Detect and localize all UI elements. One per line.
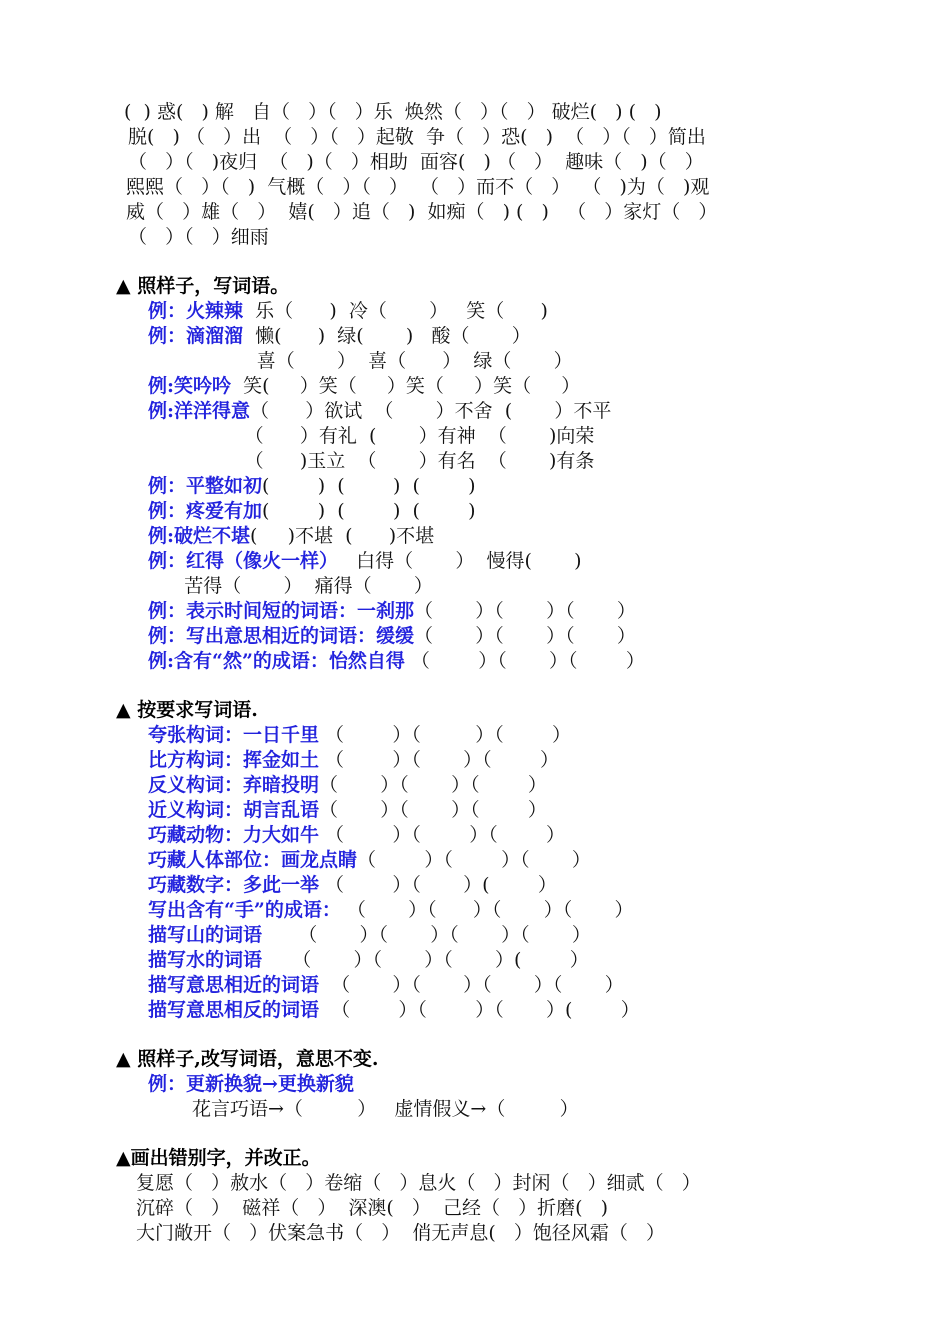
intro-line-4: 熙熙（ ）（ ) 气概（ ）（ ） （ ）而不（ ） （ )为（ )观 bbox=[126, 176, 710, 198]
requirement-label: 描写意思相反的词语 bbox=[148, 999, 320, 1021]
section1-row bbox=[148, 449, 594, 473]
section2-row bbox=[148, 898, 633, 922]
blank-group: （ ）（ ）( ） bbox=[319, 874, 557, 896]
intro-line-2: 脱( ) （ ）出 （ ）（ ）起敬 争（ ）恐( ) （ ）（ ）简出 bbox=[128, 126, 706, 148]
requirement-label: 巧藏动物：力大如牛 bbox=[148, 824, 320, 846]
section1-row bbox=[148, 299, 548, 323]
section1-row bbox=[148, 599, 636, 623]
intro-line-5: 威（ ）雄（ ） 嬉( ）追（ ) 如痴（ ) ( ) （ ）家灯（ ） bbox=[126, 201, 718, 223]
example-label: 例：火辣辣 bbox=[148, 300, 244, 322]
section1-row bbox=[148, 624, 636, 648]
example-label: 例：表示时间短的词语：一刹那 bbox=[148, 600, 415, 622]
requirement-label: 比方构词：挥金如土 bbox=[148, 749, 320, 771]
requirement-label: 夸张构词：一日千里 bbox=[148, 724, 320, 746]
section2-row bbox=[148, 748, 559, 772]
section1-row bbox=[148, 499, 476, 523]
example-label: 例：平整如初 bbox=[148, 475, 263, 497]
intro-line-3: （ ）（ )夜归 （ )（ ）相助 面容( ) （ ） 趣味（ )（ ） bbox=[128, 151, 704, 173]
blank-group: （ ）（ ）（ ） bbox=[319, 824, 566, 846]
example-label: 例:洋洋得意 bbox=[148, 400, 251, 422]
blank-group: （ ）（ ）（ ） bbox=[414, 625, 636, 647]
blank-group: 乐（ ) 冷（ ） 笑（ ) bbox=[243, 300, 548, 322]
blank-group: （ ）（ ）（ ） bbox=[319, 749, 559, 771]
section3-example: 例：更新换貌→更换新貌 bbox=[148, 1073, 354, 1095]
section1-row bbox=[148, 574, 433, 598]
blank-group: （ ）（ ）（ ）（ ） bbox=[262, 924, 591, 946]
section4-line: 大门敞开（ ）伏案急书（ ） 俏无声息( ）饱径风霜（ ） bbox=[136, 1222, 665, 1244]
section1-row bbox=[148, 474, 476, 498]
blank-group: （ )玉立 （ ）有名 （ )有条 bbox=[148, 450, 595, 472]
requirement-label: 巧藏人体部位：画龙点睛 bbox=[148, 849, 358, 871]
blank-group: （ ）欲试 （ ）不舍 ( ）不平 bbox=[250, 400, 612, 422]
section2-row bbox=[148, 723, 571, 747]
blank-group: 懒( ) 绿( ) 酸（ ） bbox=[243, 325, 531, 347]
section2-title: ▲ 按要求写词语. bbox=[116, 699, 258, 721]
blank-group: （ ）（ ）（ ） bbox=[404, 650, 645, 672]
example-label: 例：红得（像火一样） bbox=[148, 550, 339, 572]
blank-group: ( ) ( ) ( ) bbox=[262, 475, 476, 497]
blank-group: （ ）（ ）（ ）（ ） bbox=[340, 899, 634, 921]
requirement-label: 描写意思相近的词语 bbox=[148, 974, 320, 996]
intro-line-1: ( ) 惑( ) 解 自（ ）（ ）乐 焕然（ ）（ ） 破烂( ) ( ) bbox=[124, 101, 662, 123]
intro-line-6: （ ）（ ）细雨 bbox=[128, 226, 269, 248]
section1-row bbox=[148, 399, 611, 423]
blank-group: 笑( ）笑（ ）笑（ ）笑（ ） bbox=[231, 375, 581, 397]
section2-row bbox=[148, 998, 640, 1022]
requirement-label: 反义构词：弃暗投明 bbox=[148, 774, 320, 796]
section2-row bbox=[148, 973, 624, 997]
blank-group: （ ）（ ）（ ）（ ） bbox=[319, 974, 624, 996]
example-label: 例：滴溜溜 bbox=[148, 325, 244, 347]
section4-line: 沉碎（ ） 磁祥（ ） 深澳( ） 己经（ ）折磨( ) bbox=[136, 1197, 609, 1219]
example-label: 例：写出意思相近的词语：缓缓 bbox=[148, 625, 415, 647]
section4-title: ▲画出错别字，并改正。 bbox=[116, 1147, 321, 1169]
section1-row bbox=[148, 349, 573, 373]
requirement-label: 描写山的词语 bbox=[148, 924, 263, 946]
section1-title: ▲ 照样子，写词语。 bbox=[116, 275, 290, 297]
section4-line: 复愿（ ）赦水（ ）卷缩（ ）息火（ ）封闲（ ）细贰（ ） bbox=[136, 1172, 701, 1194]
blank-group: 喜（ ） 喜（ ） 绿（ ） bbox=[148, 350, 573, 372]
section3-line: 花言巧语→（ ） 虚情假义→（ ） bbox=[192, 1098, 579, 1120]
blank-group: （ ）（ ）（ ） bbox=[319, 724, 572, 746]
section2-row bbox=[148, 823, 565, 847]
blank-group: 白得（ ） 慢得( ) bbox=[338, 550, 582, 572]
section2-row bbox=[148, 873, 557, 897]
blank-group: （ ）（ ）（ ） bbox=[357, 849, 591, 871]
blank-group: （ ）有礼 ( ）有神 （ )向荣 bbox=[148, 425, 595, 447]
blank-group: （ ）（ ）（ ） bbox=[319, 774, 547, 796]
requirement-label: 写出含有“手”的成语： bbox=[148, 899, 341, 921]
section1-row bbox=[148, 649, 645, 673]
blank-group: ( ) ( ) ( ) bbox=[262, 500, 476, 522]
blank-group: （ ）（ ）（ ）( ） bbox=[319, 999, 640, 1021]
example-label: 例:含有“然”的成语：怡然自得 bbox=[148, 650, 405, 672]
section2-row bbox=[148, 773, 547, 797]
blank-group: 苦得（ ） 痛得（ ） bbox=[148, 575, 433, 597]
requirement-label: 描写水的词语 bbox=[148, 949, 263, 971]
section2-row bbox=[148, 848, 591, 872]
example-label: 例:破烂不堪 bbox=[148, 525, 251, 547]
section2-row bbox=[148, 923, 591, 947]
example-label: 例：疼爱有加 bbox=[148, 500, 263, 522]
section2-row bbox=[148, 948, 589, 972]
blank-group: （ ）（ ）（ ） bbox=[414, 600, 636, 622]
section1-row bbox=[148, 374, 580, 398]
requirement-label: 近义构词：胡言乱语 bbox=[148, 799, 320, 821]
blank-group: （ ）（ ）（ ） bbox=[319, 799, 547, 821]
section1-row bbox=[148, 324, 531, 348]
blank-group: ( )不堪 ( )不堪 bbox=[250, 525, 435, 547]
blank-group: （ ）（ ）（ ）( ） bbox=[262, 949, 589, 971]
section2-row bbox=[148, 798, 547, 822]
section1-row bbox=[148, 424, 594, 448]
section3-title: ▲ 照样子,改写词语，意思不变. bbox=[116, 1048, 379, 1070]
requirement-label: 巧藏数字：多此一举 bbox=[148, 874, 320, 896]
example-label: 例:笑吟吟 bbox=[148, 375, 232, 397]
section1-row bbox=[148, 549, 582, 573]
section1-row bbox=[148, 524, 434, 548]
